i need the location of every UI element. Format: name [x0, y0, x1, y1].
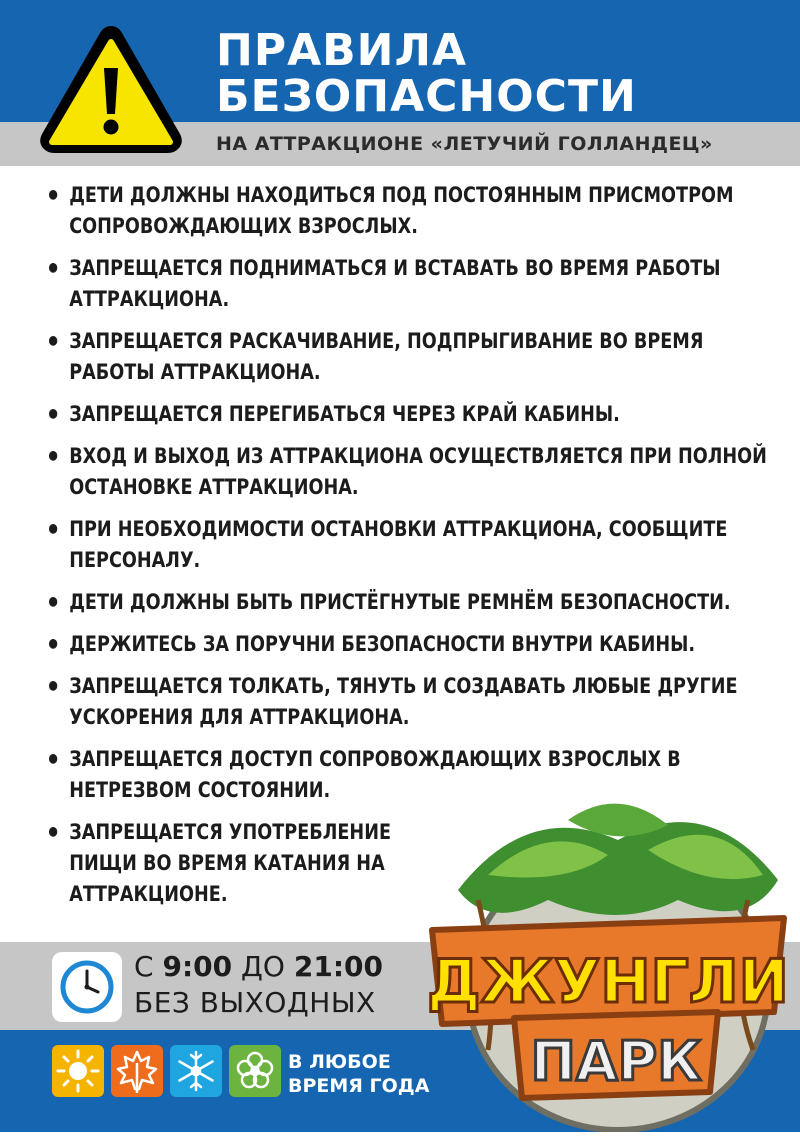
rule-item: • ДЕТИ ДОЛЖНЫ НАХОДИТЬСЯ ПОД ПОСТОЯННЫМ ПРИСМОТРОМ СОПРОВОЖДАЮЩИХ ВЗРОСЛЫХ. [44, 180, 775, 242]
snowflake-icon [170, 1045, 222, 1097]
rule-item: • ПРИ НЕОБХОДИМОСТИ ОСТАНОВКИ АТТРАКЦИОНА, СООБЩИТЕ ПЕРСОНАЛУ. [44, 514, 775, 576]
warning-triangle-icon [36, 20, 186, 158]
rule-item: • ДЕТИ ДОЛЖНЫ БЫТЬ ПРИСТЁГНУТЫЕ РЕМНЁМ БЕЗОПАСНОСТИ. [44, 587, 775, 618]
rule-item: • ЗАПРЕЩАЕТСЯ ТОЛКАТЬ, ТЯНУТЬ И СОЗДАВАТЬ ЛЮБЫЕ ДРУГИЕ УСКОРЕНИЯ ДЛЯ АТТРАКЦИОНА. [44, 671, 775, 733]
rule-item: • ЗАПРЕЩАЕТСЯ ПОДНИМАТЬСЯ И ВСТАВАТЬ ВО ВРЕМЯ РАБОТЫ АТТРАКЦИОНА. [44, 253, 775, 315]
title-line-2: БЕЗОПАСНОСТИ [216, 71, 637, 122]
sun-icon [52, 1045, 104, 1097]
logo-line-1: ДЖУНГЛИ [427, 947, 789, 1017]
to-word: ДО [241, 950, 285, 983]
rule-item: • ДЕРЖИТЕСЬ ЗА ПОРУЧНИ БЕЗОПАСНОСТИ ВНУТРИ КАБИНЫ. [44, 629, 775, 660]
from-word: С [134, 950, 154, 983]
opening-hours [134, 950, 383, 984]
season-caption-line-1: В ЛЮБОЕ [288, 1051, 391, 1073]
rule-item: • ВХОД И ВЫХОД ИЗ АТТРАКЦИОНА ОСУЩЕСТВЛЯЕТСЯ ПРИ ПОЛНОЙ ОСТАНОВКЕ АТТРАКЦИОНА. [44, 441, 775, 503]
season-caption-line-2: ВРЕМЯ ГОДА [288, 1075, 430, 1097]
to-time: 21:00 [293, 950, 383, 983]
flower-icon [229, 1045, 281, 1097]
title-line-1: ПРАВИЛА [216, 25, 468, 76]
jungle-park-logo [418, 780, 800, 1132]
clock-icon [52, 952, 122, 1022]
rule-item: • ЗАПРЕЩАЕТСЯ ДОСТУП СОПРОВОЖДАЮЩИХ ВЗРОСЛЫХ В НЕТРЕЗВОМ СОСТОЯНИИ. [44, 744, 775, 806]
rule-item: • ЗАПРЕЩАЕТСЯ ПЕРЕГИБАТЬСЯ ЧЕРЕЗ КРАЙ КАБИНЫ. [44, 399, 775, 430]
rule-item: • ЗАПРЕЩАЕТСЯ УПОТРЕБЛЕНИЕ ПИЩИ ВО ВРЕМЯ КАТАНИЯ НА АТТРАКЦИОНЕ. [44, 817, 422, 910]
opening-days: БЕЗ ВЫХОДНЫХ [134, 986, 376, 1019]
from-time: 9:00 [162, 950, 233, 983]
autumn-leaf-icon [111, 1045, 163, 1097]
subtitle: НА АТТРАКЦИОНЕ «ЛЕТУЧИЙ ГОЛЛАНДЕЦ» [216, 133, 713, 155]
season-caption [288, 1050, 429, 1098]
page-title [216, 25, 637, 122]
rule-item: • ЗАПРЕЩАЕТСЯ РАСКАЧИВАНИЕ, ПОДПРЫГИВАНИЕ ВО ВРЕМЯ РАБОТЫ АТТРАКЦИОНА. [44, 326, 775, 388]
logo-line-2: ПАРК [530, 1030, 702, 1093]
